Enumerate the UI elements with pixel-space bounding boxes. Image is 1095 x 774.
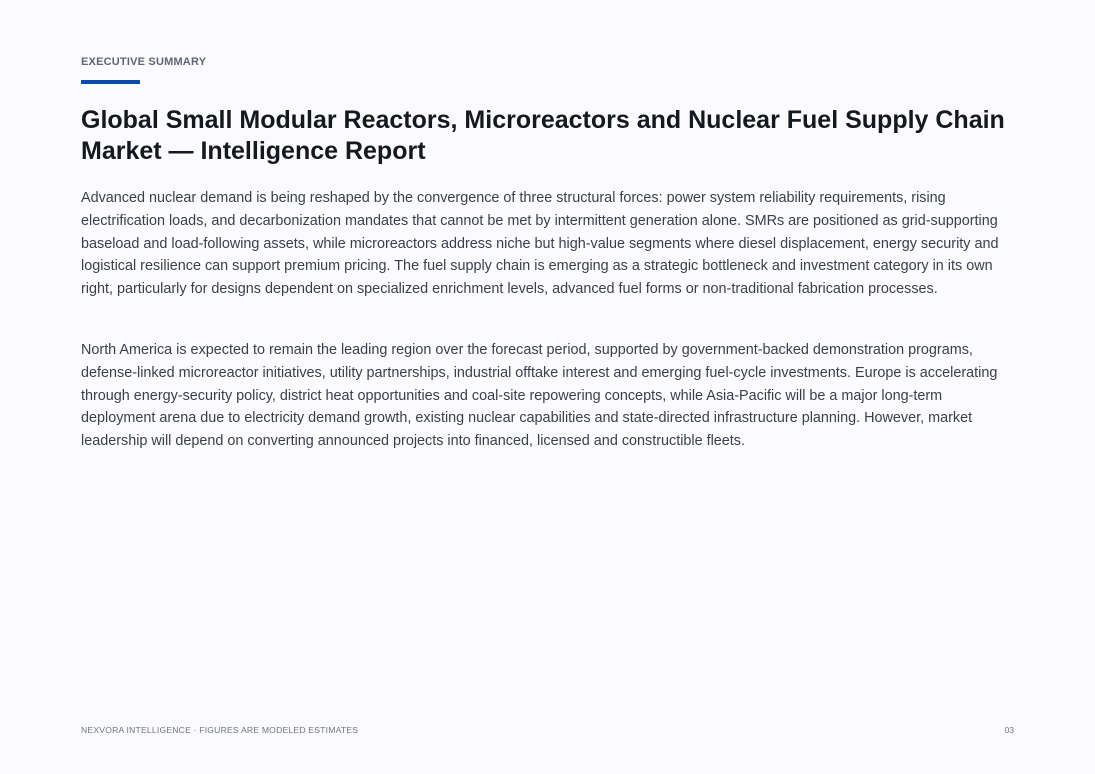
page-title: Global Small Modular Reactors, Microreactors and Nuclear Fuel Supply Chain Market — Intelligence Report bbox=[81, 106, 1005, 165]
accent-bar bbox=[81, 80, 140, 84]
section-label: EXECUTIVE SUMMARY bbox=[81, 56, 207, 68]
footer-source-note: NEXVORA INTELLIGENCE · FIGURES ARE MODELED ESTIMATES bbox=[81, 725, 359, 735]
page-number: 03 bbox=[1004, 725, 1014, 735]
summary-paragraph-1: Advanced nuclear demand is being reshaped by the convergence of three structural forces: power system reliability requirements, rising electrification loads, and decarbonization mandates that cannot be met by intermittent generation alone. SMRs are positioned as grid-supporting baseload and load-following assets, while microreactors address niche but high-value segments where diesel displacement, energy security and logistical resilience can support premium pricing. The fuel supply chain is emerging as a strategic bottleneck and investment category in its own right, particularly for designs dependent on specialized enrichment levels, advanced fuel forms or non-traditional fabrication processes. bbox=[81, 190, 999, 298]
summary-paragraph-2: North America is expected to remain the leading region over the forecast period, supported by government-backed demonstration programs, defense-linked microreactor initiatives, utility partnerships, industrial offtake interest and emerging fuel-cycle investments. Europe is accelerating through energy-security policy, district heat opportunities and coal-site repowering concepts, while Asia-Pacific will be a major long-term deployment arena due to electricity demand growth, existing nuclear capabilities and state-directed infrastructure planning. However, market leadership will depend on converting announced projects into financed, licensed and constructible fleets. bbox=[81, 342, 998, 450]
report-page bbox=[81, 0, 1014, 774]
